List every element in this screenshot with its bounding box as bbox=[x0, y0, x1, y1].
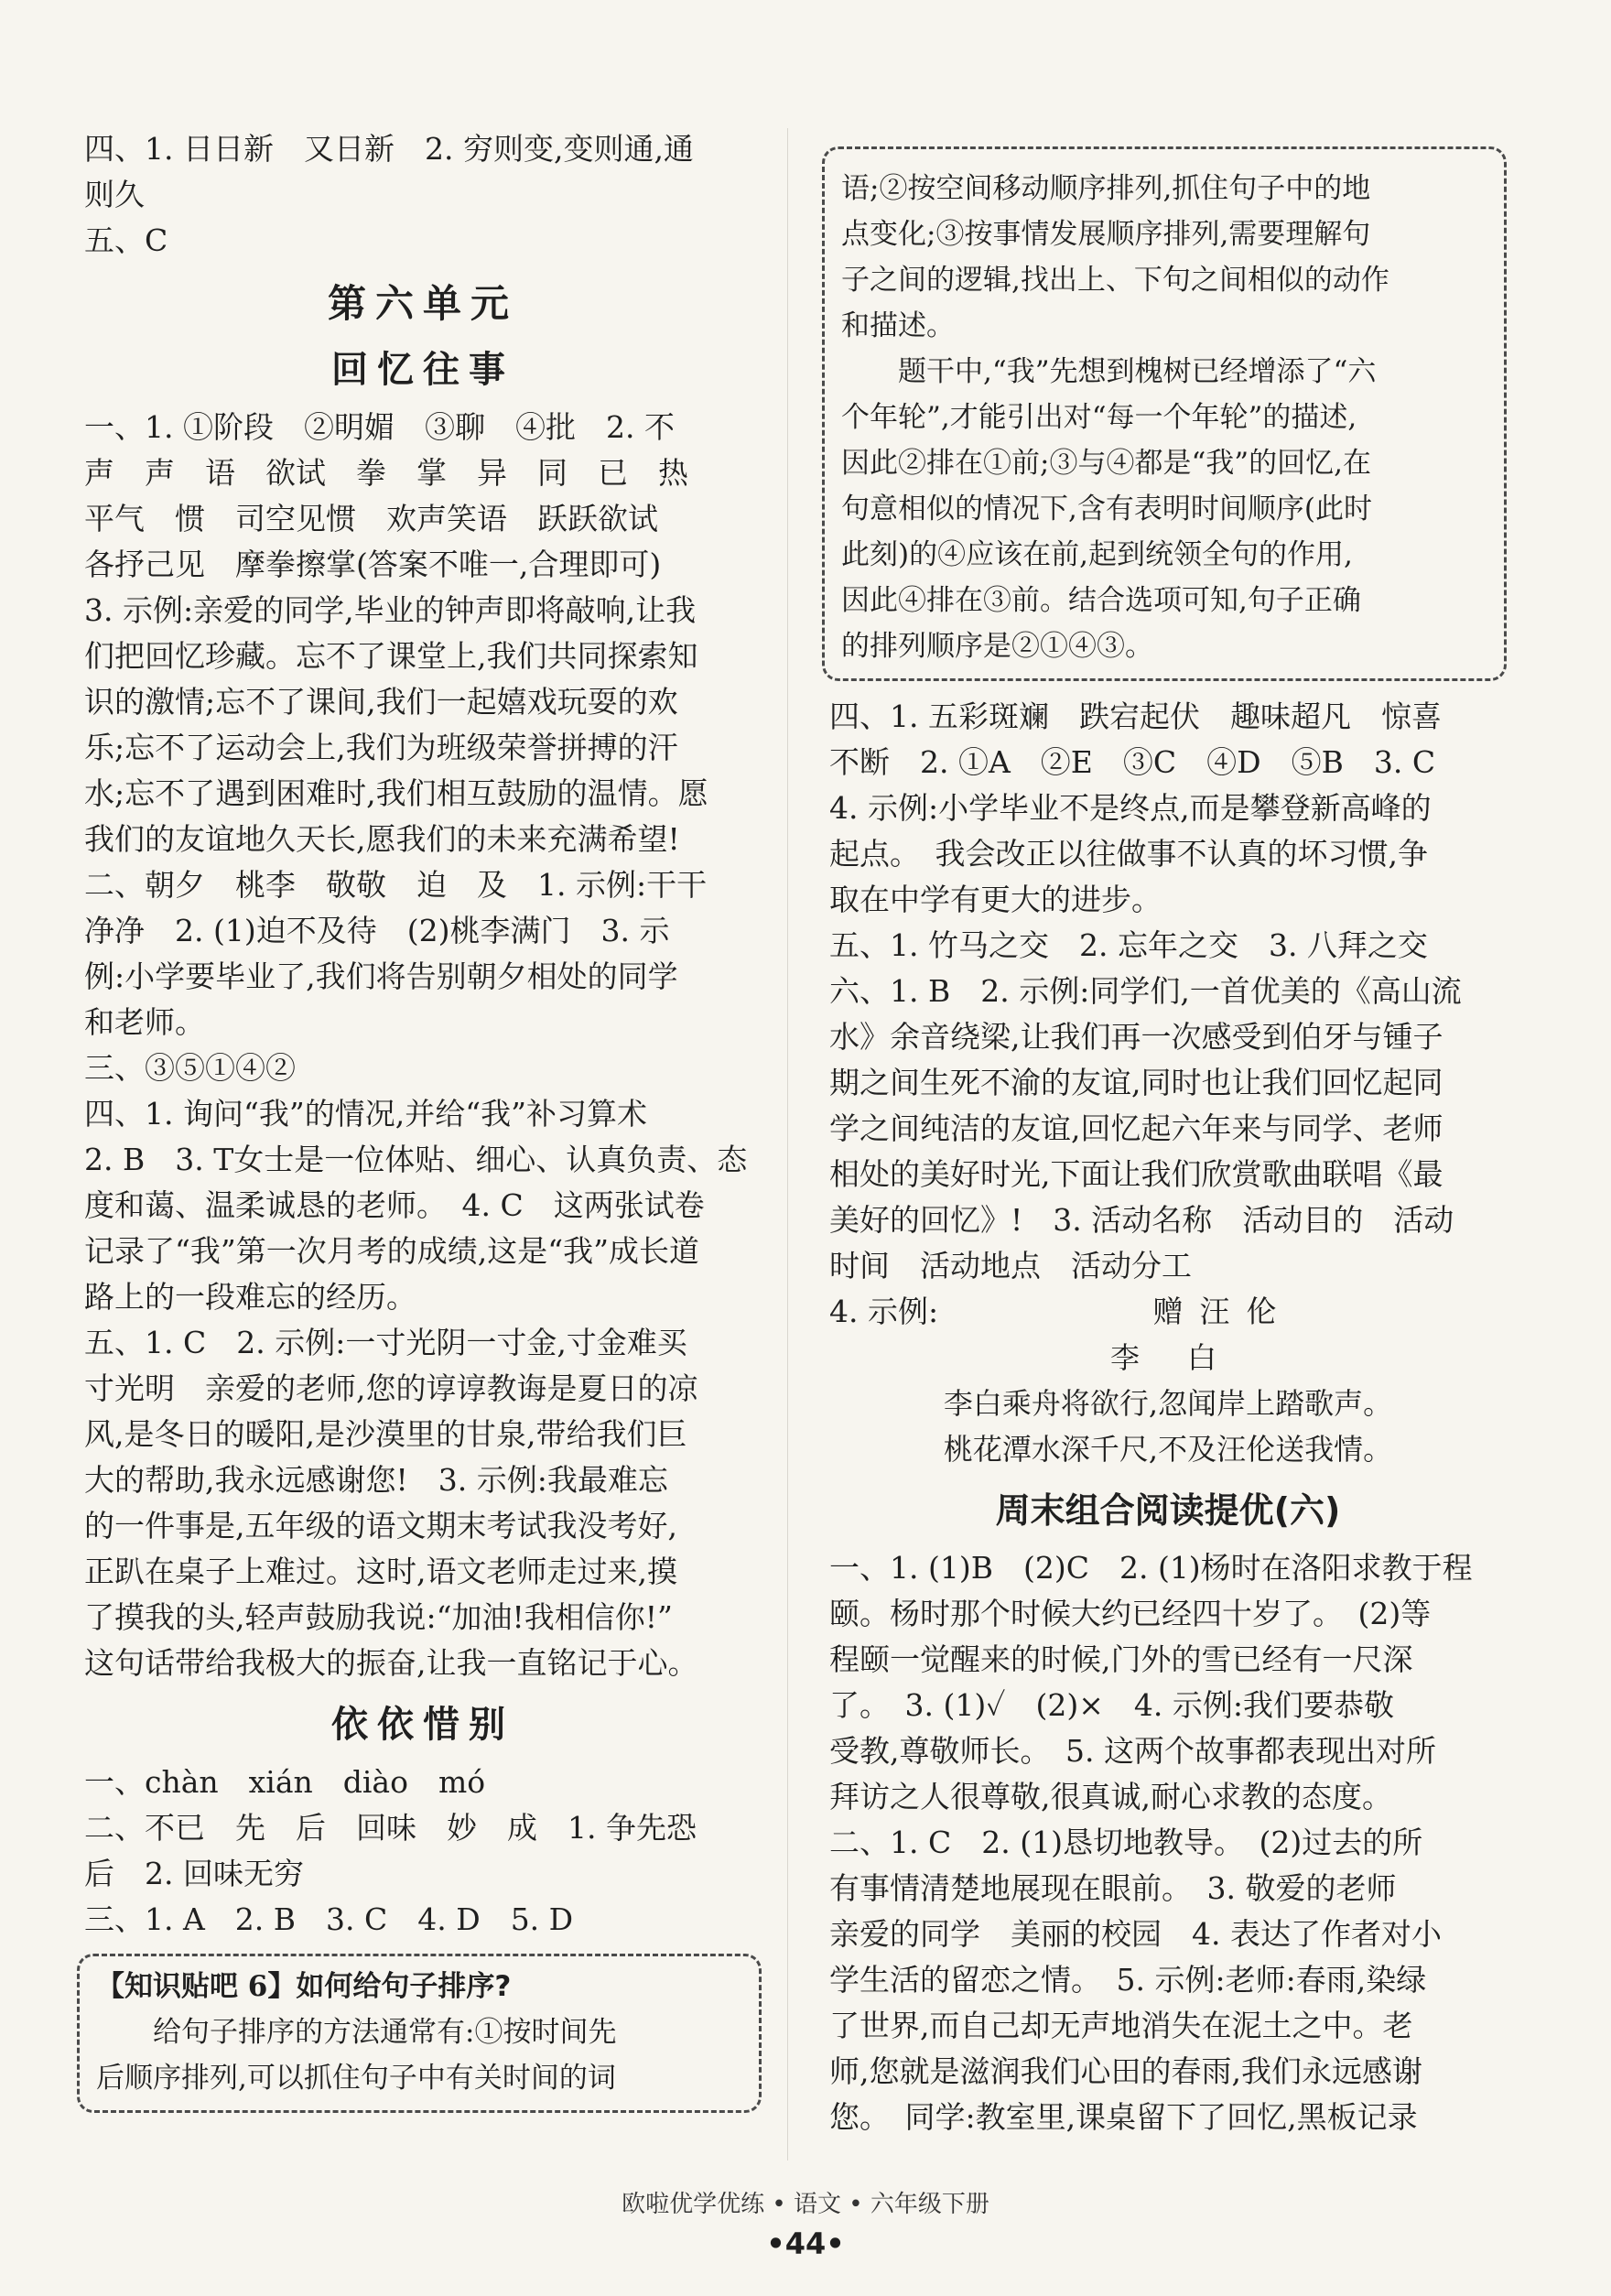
text-line: 2. B 3. T女士是一位体贴、细心、认真负责、态 bbox=[84, 1142, 748, 1177]
text-line: 因此④排在③前。结合选项可知,句子正确 bbox=[841, 584, 1361, 617]
text-line: 4. 示例:小学毕业不是终点,而是攀登新高峰的 bbox=[829, 790, 1432, 826]
text-line: 亲爱的同学 美丽的校园 4. 表达了作者对小 bbox=[829, 1916, 1442, 1952]
poem-author: 李 白 bbox=[1109, 1340, 1226, 1375]
text-line: 则久 bbox=[84, 177, 145, 212]
text-line: 例:小学要毕业了,我们将告别朝夕相处的同学 bbox=[84, 958, 678, 994]
text-line: 您。 同学:教室里,课桌留下了回忆,黑板记录 bbox=[829, 2099, 1418, 2135]
text-line: 寸光明 亲爱的老师,您的谆谆教诲是夏日的凉 bbox=[84, 1370, 698, 1406]
text-line: 取在中学有更大的进步。 bbox=[829, 882, 1162, 917]
text-line: 了世界,而自己却无声地消失在泥土之中。老 bbox=[829, 2008, 1413, 2043]
text-line: 二、不已 先 后 回味 妙 成 1. 争先恐 bbox=[84, 1810, 697, 1846]
column-divider bbox=[787, 128, 788, 2161]
text-line: 学生活的留恋之情。 5. 示例:老师:春雨,染绿 bbox=[829, 1962, 1427, 1998]
poem-block bbox=[829, 1289, 1507, 1472]
text-line: 三、1. A 2. B 3. C 4. D 5. D bbox=[84, 1901, 574, 1937]
text-line: 颐。杨时那个时候大约已经四十岁了。 (2)等 bbox=[829, 1596, 1432, 1631]
text-line: 一、1. (1)B (2)C 2. (1)杨时在洛阳求教于程 bbox=[829, 1550, 1473, 1586]
text-line: 学之间纯洁的友谊,回忆起六年来与同学、老师 bbox=[829, 1110, 1443, 1146]
text-line: 五、1. 竹马之交 2. 忘年之交 3. 八拜之交 bbox=[829, 927, 1428, 963]
text-line: 二、朝夕 桃李 敬敬 迫 及 1. 示例:干干 bbox=[84, 867, 708, 903]
text-line: 不断 2. ①A ②E ③C ④D ⑤B 3. C bbox=[829, 744, 1436, 780]
right-column bbox=[829, 146, 1507, 2140]
text-line: 拜访之人很尊敬,很真诚,耐心求教的态度。 bbox=[829, 1779, 1392, 1814]
text-line: 点变化;③按事情发展顺序排列,需要理解句 bbox=[841, 218, 1371, 251]
knowledge-title: 如何给句子排序? bbox=[296, 1970, 512, 2003]
text-line: 子之间的逻辑,找出上、下句之间相似的动作 bbox=[841, 264, 1389, 297]
unit-title: 第六单元 bbox=[327, 281, 518, 326]
text-line: 美好的回忆》! 3. 活动名称 活动目的 活动 bbox=[829, 1202, 1454, 1238]
text-line: 此刻)的④应该在前,起到统领全句的作用, bbox=[841, 538, 1353, 571]
text-line: 平气 惯 司空见惯 欢声笑语 跃跃欲试 bbox=[84, 501, 658, 536]
text-line: 的一件事是,五年级的语文期末考试我没考好, bbox=[84, 1508, 677, 1543]
text-line: 句意相似的情况下,含有表明时间顺序(此时 bbox=[841, 493, 1372, 525]
text-line: 程颐一觉醒来的时候,门外的雪已经有一尺深 bbox=[829, 1641, 1413, 1677]
text-line: 水》余音绕梁,让我们再一次感受到伯牙与锺子 bbox=[829, 1019, 1443, 1055]
page-number: •44• bbox=[766, 2226, 845, 2261]
text-line: 风,是冬日的暖阳,是沙漠里的甘泉,带给我们巨 bbox=[84, 1416, 687, 1452]
poem-header bbox=[829, 1289, 1507, 1335]
text-line: 有事情清楚地展现在眼前。 3. 敬爱的老师 bbox=[829, 1870, 1397, 1906]
text-line: 大的帮助,我永远感谢您! 3. 示例:我最难忘 bbox=[84, 1462, 668, 1498]
text-line: 个年轮”,才能引出对“每一个年轮”的描述, bbox=[841, 401, 1357, 434]
page-footer: 欧啦优学优练 • 语文 • 六年级下册 bbox=[622, 2191, 989, 2218]
text-line: 我们的友谊地久天长,愿我们的未来充满希望! bbox=[84, 821, 680, 857]
text-line: 路上的一段难忘的经历。 bbox=[84, 1279, 416, 1315]
text-line: 五、C bbox=[84, 222, 168, 258]
left-top-answers bbox=[84, 126, 762, 264]
text-line: 和描述。 bbox=[841, 309, 955, 342]
text-line: 3. 示例:亲爱的同学,毕业的钟声即将敲响,让我 bbox=[84, 592, 697, 628]
text-line: 度和蔼、温柔诚恳的老师。 4. C 这两张试卷 bbox=[84, 1187, 705, 1223]
text-line: 的排列顺序是②①④③。 bbox=[841, 630, 1153, 663]
text-line: 各抒己见 摩拳擦掌(答案不唯一,合理即可) bbox=[84, 547, 662, 582]
text-line: 后顺序排列,可以抓住句子中有关时间的词 bbox=[96, 2062, 616, 2095]
weekend-reading-title: 周末组合阅读提优(六) bbox=[995, 1490, 1341, 1531]
lesson-title: 依依惜别 bbox=[331, 1704, 514, 1746]
knowledge-box-heading bbox=[96, 1964, 746, 2009]
text-line: 了摸我的头,轻声鼓励我说:“加油!我相信你!” bbox=[84, 1599, 673, 1635]
poem-line: 桃花潭水深千尺,不及汪伦送我情。 bbox=[943, 1432, 1393, 1467]
text-line: 净净 2. (1)迫不及待 (2)桃李满门 3. 示 bbox=[84, 913, 670, 948]
text-line: 起点。 我会改正以往做事不认真的坏习惯,争 bbox=[829, 836, 1428, 872]
text-line: 受教,尊敬师长。 5. 这两个故事都表现出对所 bbox=[829, 1733, 1436, 1769]
text-line: 声 声 语 欲试 拳 掌 异 同 已 热 bbox=[84, 455, 688, 491]
knowledge-box bbox=[77, 1954, 762, 2113]
text-line: 相处的美好时光,下面让我们欣赏歌曲联唱《最 bbox=[829, 1156, 1443, 1192]
text-line: 师,您就是滋润我们心田的春雨,我们永远感谢 bbox=[829, 2053, 1422, 2089]
knowledge-tag: 【知识贴吧 6】 bbox=[96, 1970, 297, 2003]
text-line: 给句子排序的方法通常有:①按时间先 bbox=[153, 2016, 617, 2049]
text-line: 四、1. 日日新 又日新 2. 穷则变,变则通,通 bbox=[84, 131, 694, 167]
text-line: 们把回忆珍藏。忘不了课堂上,我们共同探索知 bbox=[84, 638, 698, 674]
text-line: 乐;忘不了运动会上,我们为班级荣誉拼搏的汗 bbox=[84, 730, 678, 765]
left-column bbox=[84, 126, 762, 2126]
text-line: 四、1. 询问“我”的情况,并给“我”补习算术 bbox=[84, 1096, 647, 1132]
text-line: 正趴在桌子上难过。这时,语文老师走过来,摸 bbox=[84, 1554, 677, 1589]
lesson1-answers bbox=[84, 405, 762, 1686]
text-line: 题干中,“我”先想到槐树已经增添了“六 bbox=[898, 355, 1377, 388]
weekend-answers bbox=[829, 1545, 1507, 2140]
lesson2-answers bbox=[84, 1760, 762, 1943]
text-line: 和老师。 bbox=[84, 1004, 205, 1040]
text-line: 四、1. 五彩斑斓 跌宕起伏 趣味超凡 惊喜 bbox=[829, 699, 1442, 734]
text-line: 五、1. C 2. 示例:一寸光阴一寸金,寸金难买 bbox=[84, 1325, 687, 1360]
text-line: 一、1. ①阶段 ②明媚 ③聊 ④批 2. 不 bbox=[84, 409, 675, 445]
poem-label: 4. 示例: bbox=[829, 1294, 939, 1329]
text-line: 语;②按空间移动顺序排列,抓住句子中的地 bbox=[841, 172, 1371, 205]
text-line: 水;忘不了遇到困难时,我们相互鼓励的温情。愿 bbox=[84, 775, 708, 811]
right-mid-answers bbox=[829, 694, 1507, 1289]
lesson-title: 回忆往事 bbox=[331, 349, 514, 391]
text-line: 记录了“我”第一次月考的成绩,这是“我”成长道 bbox=[84, 1233, 699, 1269]
text-line: 识的激情;忘不了课间,我们一起嬉戏玩耍的欢 bbox=[84, 684, 678, 720]
text-line: 时间 活动地点 活动分工 bbox=[829, 1248, 1192, 1283]
text-line: 因此②排在①前;③与④都是“我”的回忆,在 bbox=[841, 447, 1371, 480]
text-line: 三、③⑤①④② bbox=[84, 1050, 296, 1086]
poem-line: 李白乘舟将欲行,忽闻岸上踏歌声。 bbox=[943, 1386, 1393, 1421]
text-line: 期之间生死不渝的友谊,同时也让我们回忆起同 bbox=[829, 1065, 1443, 1100]
text-line: 二、1. C 2. (1)恳切地教导。 (2)过去的所 bbox=[829, 1825, 1423, 1860]
text-line: 了。 3. (1)✓ (2)× 4. 示例:我们要恭敬 bbox=[829, 1687, 1394, 1723]
text-line: 后 2. 回味无穷 bbox=[84, 1856, 304, 1891]
text-line: 六、1. B 2. 示例:同学们,一首优美的《高山流 bbox=[829, 973, 1462, 1009]
text-line: 一、chàn xián diào mó bbox=[84, 1764, 486, 1800]
text-line: 这句话带给我极大的振奋,让我一直铭记于心。 bbox=[84, 1645, 698, 1681]
poem-title: 赠汪伦 bbox=[1152, 1294, 1293, 1329]
knowledge-box-continued bbox=[822, 146, 1507, 681]
